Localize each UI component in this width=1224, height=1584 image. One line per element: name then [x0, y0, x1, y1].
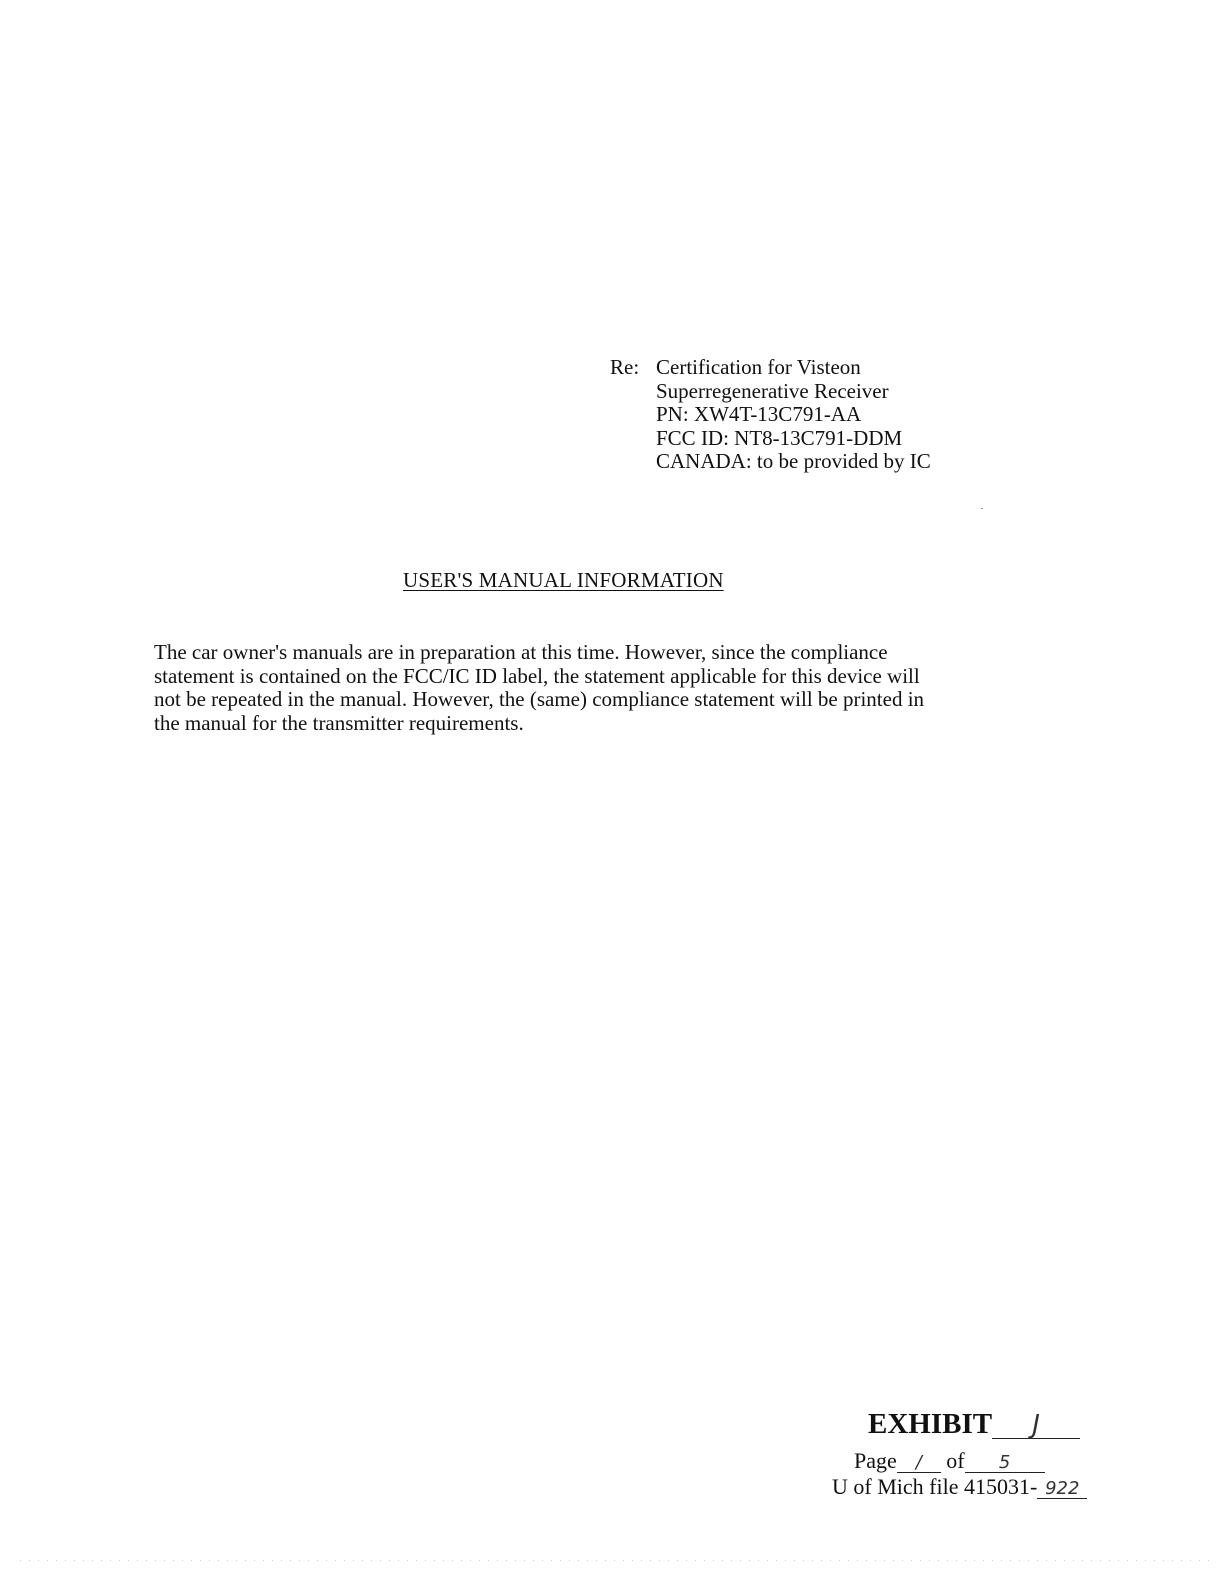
exhibit-letter: J [992, 1412, 1080, 1439]
re-line-5: CANADA: to be provided by IC [656, 449, 931, 473]
section-title: USER'S MANUAL INFORMATION [403, 568, 724, 592]
page-number: / [897, 1454, 941, 1473]
page-row [854, 1448, 1045, 1474]
scan-artifact-line [20, 1560, 1210, 1564]
re-lines [656, 356, 931, 474]
body-paragraph [154, 641, 1024, 735]
body-line-3: not be repeated in the manual. However, the (same) compliance statement will be printed in [154, 687, 925, 711]
body-line-1: The car owner's manuals are in preparation at this time. However, since the compliance [154, 640, 888, 664]
file-suffix: 922 [1037, 1480, 1087, 1499]
body-line-2: statement is contained on the FCC/IC ID label, the statement applicable for this device will [154, 663, 920, 688]
page-label: Page [854, 1448, 897, 1473]
re-label: Re: [610, 355, 640, 379]
re-line-1: Certification for Visteon [656, 355, 861, 379]
exhibit-row [868, 1408, 1080, 1441]
file-row [832, 1474, 1087, 1500]
body-line-4: the manual for the transmitter requirements. [154, 710, 524, 735]
re-line-4: FCC ID: NT8-13C791-DDM [656, 425, 903, 450]
of-label: of [946, 1448, 965, 1473]
exhibit-stamp [820, 1404, 1140, 1504]
exhibit-label: EXHIBIT [868, 1408, 993, 1440]
file-label: U of Mich file 415031- [832, 1474, 1038, 1499]
re-line-3: PN: XW4T-13C791-AA [656, 402, 862, 426]
page-total: 5 [965, 1454, 1045, 1473]
scan-speck [981, 508, 983, 509]
re-line-2: Superregenerative Receiver [656, 378, 889, 403]
